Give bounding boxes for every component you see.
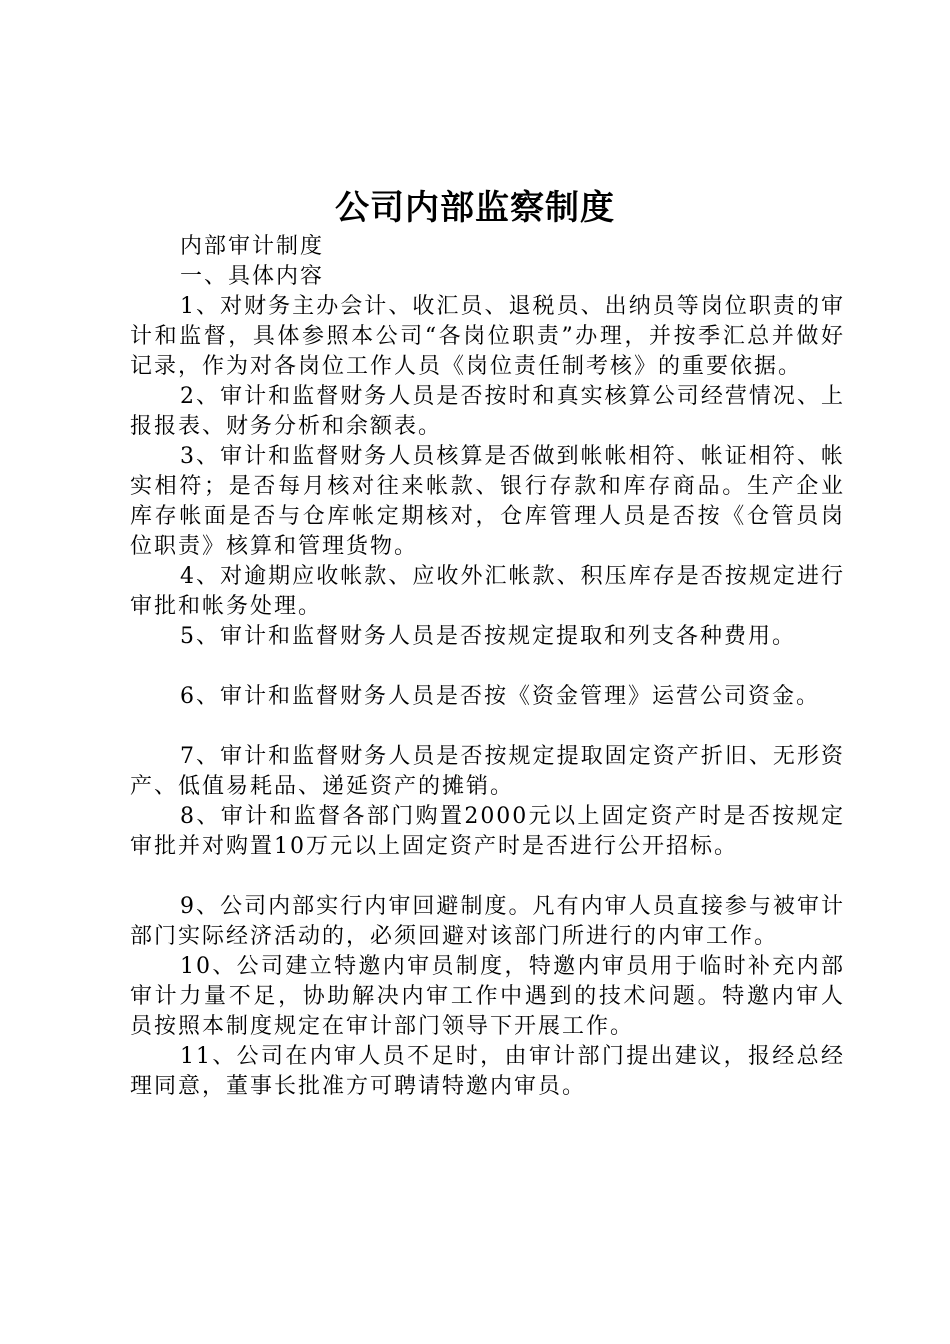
- document-body: [130, 232, 845, 1102]
- clause-3: 3、审计和监督财务人员核算是否做到帐帐相符、帐证相符、帐实相符；是否每月核对往来帐款、银行存款和库存商品。生产企业库存帐面是否与仓库帐定期核对，仓库管理人员是否按《仓管员岗位职责》核算和管理货物。: [130, 444, 845, 559]
- clause-5: 5、审计和监督财务人员是否按规定提取和列支各种费用。: [180, 624, 796, 649]
- clause-10: 10、公司建立特邀内审员制度，特邀内审员用于临时补充内部审计力量不足，协助解决内审工作中遇到的技术问题。特邀内审人员按照本制度规定在审计部门领导下开展工作。: [130, 954, 845, 1039]
- subtitle: 内部审计制度: [180, 234, 325, 259]
- clause-2: 2、审计和监督财务人员是否按时和真实核算公司经营情况、上报报表、财务分析和余额表。: [130, 384, 845, 439]
- clause-7: 7、审计和监督财务人员是否按规定提取固定资产折旧、无形资产、低值易耗品、递延资产的摊销。: [130, 744, 845, 799]
- clause-9: 9、公司内部实行内审回避制度。凡有内审人员直接参与被审计部门实际经济活动的，必须回避对该部门所进行的内审工作。: [130, 894, 845, 949]
- clause-4: 4、对逾期应收帐款、应收外汇帐款、积压库存是否按规定进行审批和帐务处理。: [130, 564, 845, 619]
- clause-8: 8、审计和监督各部门购置2000元以上固定资产时是否按规定审批并对购置10万元以上固定资产时是否进行公开招标。: [130, 804, 845, 859]
- blank-line: [130, 862, 845, 892]
- document-title: 公司内部监察制度: [335, 188, 615, 228]
- clause-6: 6、审计和监督财务人员是否按《资金管理》运营公司资金。: [180, 684, 820, 709]
- clause-1: 1、对财务主办会计、收汇员、退税员、出纳员等岗位职责的审计和监督，具体参照本公司“各岗位职责”办理，并按季汇总并做好记录，作为对各岗位工作人员《岗位责任制考核》的重要依据。: [130, 294, 845, 379]
- clause-11: 11、公司在内审人员不足时，由审计部门提出建议，报经总经理同意，董事长批准方可聘请特邀内审员。: [130, 1044, 845, 1099]
- blank-line: [130, 652, 845, 682]
- blank-line: [130, 712, 845, 742]
- section-heading: 一、具体内容: [180, 264, 325, 289]
